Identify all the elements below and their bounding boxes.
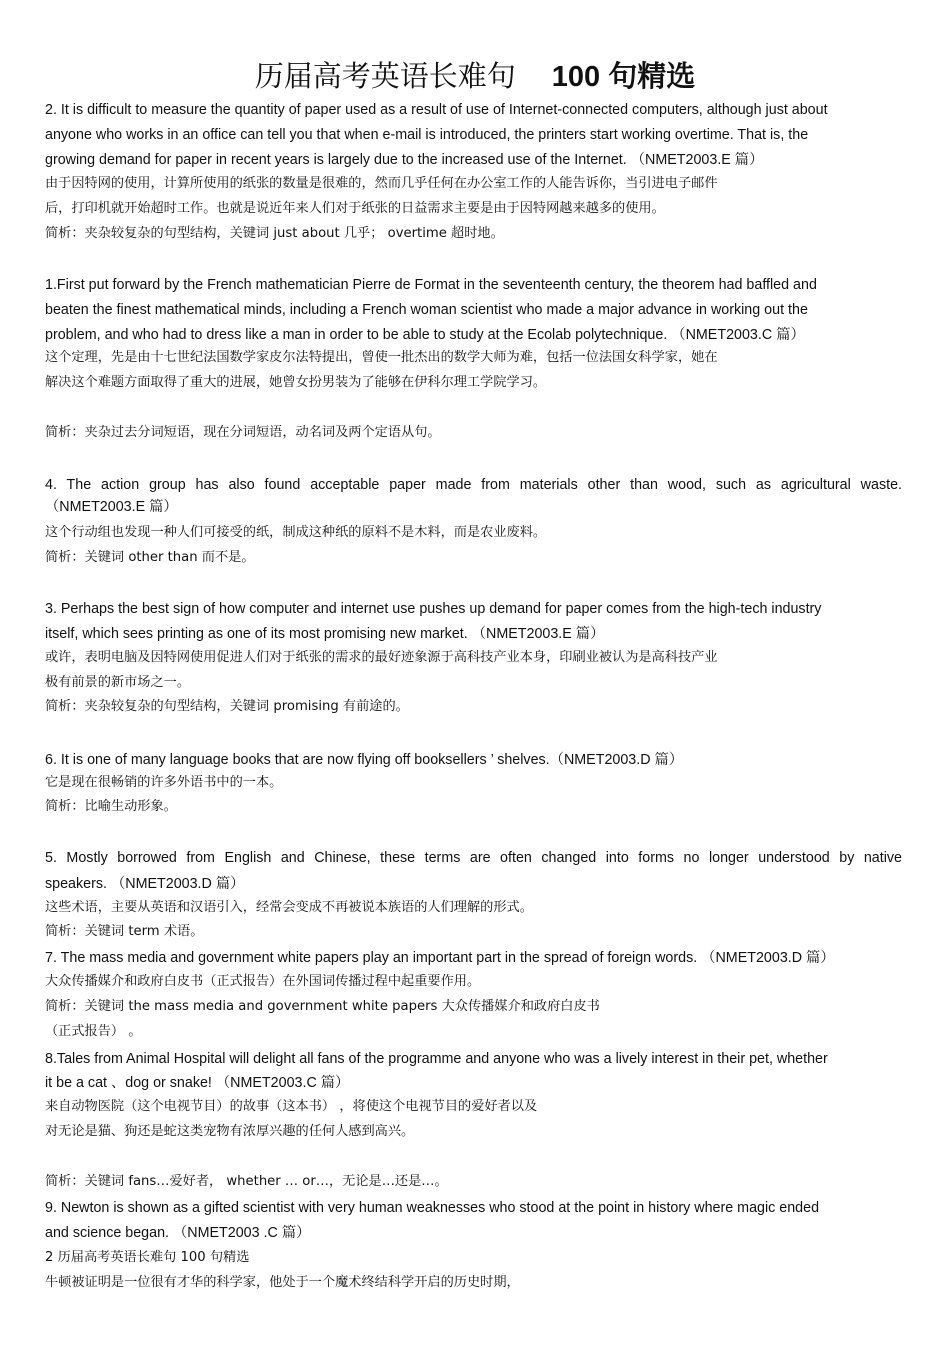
sentence-5-note: 简析：关键词 term 术语。: [45, 924, 204, 939]
sentence-6-note: 简析：比喻生动形象。: [45, 799, 177, 814]
sentence-6-line-1: 6. It is one of many language books that are now flying off booksellers ’ shelves.（NMET2003.D 篇）: [45, 752, 684, 768]
sentence-5-line-1: 5. Mostly borrowed from English and Chinese, these terms are often changed into forms no longer understood by native: [45, 850, 902, 866]
sentence-9-translation: 牛顿被证明是一位很有才华的科学家，他处于一个魔术终结科学开启的历史时期，: [45, 1275, 520, 1290]
sentence-2-translation-2: 后，打印机就开始超时工作。也就是说近年来人们对于纸张的日益需求主要是由于因特网越来越多的使用。: [45, 201, 665, 216]
sentence-3-line-2: itself, which sees printing as one of its most promising new market. （NMET2003.E 篇）: [45, 626, 605, 642]
sentence-2-line-2: anyone who works in an office can tell you that when e-mail is introduced, the printers start working overtime. That is, the: [45, 127, 809, 143]
sentence-4-note: 简析：关键词 other than 而不是。: [45, 550, 255, 565]
sentence-7-note-2: （正式报告） 。: [45, 1024, 142, 1039]
sentence-1-line-2: beaten the finest mathematical minds, including a French woman scientist who made a major advance in working out the: [45, 302, 808, 318]
sentence-1-line-3: problem, and who had to dress like a man in order to be able to study at the Ecolab polytechnique. （NMET2003.C 篇）: [45, 327, 805, 343]
sentence-2-line-3: growing demand for paper in recent years is largely due to the increased use of the Internet. （NMET2003.E 篇）: [45, 152, 764, 168]
sentence-8-line-2: it be a cat 、dog or snake! （NMET2003.C 篇）: [45, 1075, 350, 1091]
sentence-8-translation-1: 来自动物医院（这个电视节目）的故事（这本书） ，将使这个电视节目的爱好者以及: [45, 1099, 538, 1114]
sentence-1-translation-2: 解决这个难题方面取得了重大的进展，她曾女扮男装为了能够在伊科尔理工学院学习。: [45, 375, 547, 390]
sentence-3-note: 简析：夹杂较复杂的句型结构，关键词 promising 有前途的。: [45, 699, 409, 714]
sentence-5-line-2: speakers. （NMET2003.D 篇）: [45, 876, 245, 892]
page-running-header: 2 历届高考英语长难句 100 句精选: [45, 1250, 250, 1265]
sentence-7-note-1: 简析：关键词 the mass media and government white papers 大众传播媒介和政府白皮书: [45, 999, 600, 1014]
sentence-2-line-1: 2. It is difficult to measure the quantity of paper used as a result of use of Internet-connected computers, although just about: [45, 102, 828, 118]
sentence-3-translation-1: 或许，表明电脑及因特网使用促进人们对于纸张的需求的最好迹象源于高科技产业本身，印刷业被认为是高科技产业: [45, 650, 718, 665]
sentence-8-note: 简析：关键词 fans…爱好者， whether … or…，无论是…还是…。: [45, 1174, 448, 1189]
sentence-8-translation-2: 对无论是猫、狗还是蛇这类宠物有浓厚兴趣的任何人感到高兴。: [45, 1124, 415, 1139]
sentence-1-note: 简析：夹杂过去分词短语，现在分词短语，动名词及两个定语从句。: [45, 425, 441, 440]
sentence-9-line-2: and science began. （NMET2003 .C 篇）: [45, 1225, 311, 1241]
sentence-4-line-1: 4. The action group has also found acceptable paper made from materials other than wood, such as agricultural waste.: [45, 477, 902, 493]
title-main: 历届高考英语长难句: [254, 59, 516, 93]
sentence-7-translation: 大众传播媒介和政府白皮书（正式报告）在外国词传播过程中起重要作用。: [45, 974, 481, 989]
sentence-6-translation: 它是现在很畅销的许多外语书中的一本。: [45, 775, 283, 790]
sentence-2-translation-1: 由于因特网的使用，计算所使用的纸张的数量是很难的，然而几乎任何在办公室工作的人能告诉你，当引进电子邮件: [45, 176, 718, 191]
sentence-7-line-1: 7. The mass media and government white papers play an important part in the spread of foreign words. （NMET2003.D 篇）: [45, 950, 835, 966]
title-number: 100 句精选: [551, 61, 696, 93]
sentence-4-translation: 这个行动组也发现一种人们可接受的纸，制成这种纸的原料不是木料，而是农业废料。: [45, 525, 547, 540]
sentence-3-line-1: 3. Perhaps the best sign of how computer and internet use pushes up demand for paper comes from the high-tech industry: [45, 601, 822, 617]
sentence-2-note: 简析：夹杂较复杂的句型结构，关键词 just about 几乎； overtime 超时地。: [45, 226, 504, 241]
sentence-5-translation: 这些术语，主要从英语和汉语引入，经常会变成不再被说本族语的人们理解的形式。: [45, 900, 533, 915]
page-title: [0, 56, 950, 97]
sentence-3-translation-2: 极有前景的新市场之一。: [45, 675, 191, 690]
sentence-1-translation-1: 这个定理，先是由十七世纪法国数学家皮尔法特提出，曾使一批杰出的数学大师为难，包括一位法国女科学家，她在: [45, 350, 718, 365]
sentence-8-line-1: 8.Tales from Animal Hospital will delight all fans of the programme and anyone who was a lively interest in their pet, whether: [45, 1051, 828, 1067]
sentence-4-line-2: （NMET2003.E 篇）: [45, 499, 178, 515]
sentence-1-line-1: 1.First put forward by the French mathematician Pierre de Format in the seventeenth century, the theorem had baffled and: [45, 277, 817, 293]
sentence-9-line-1: 9. Newton is shown as a gifted scientist with very human weaknesses who stood at the point in history where magic ended: [45, 1200, 820, 1216]
